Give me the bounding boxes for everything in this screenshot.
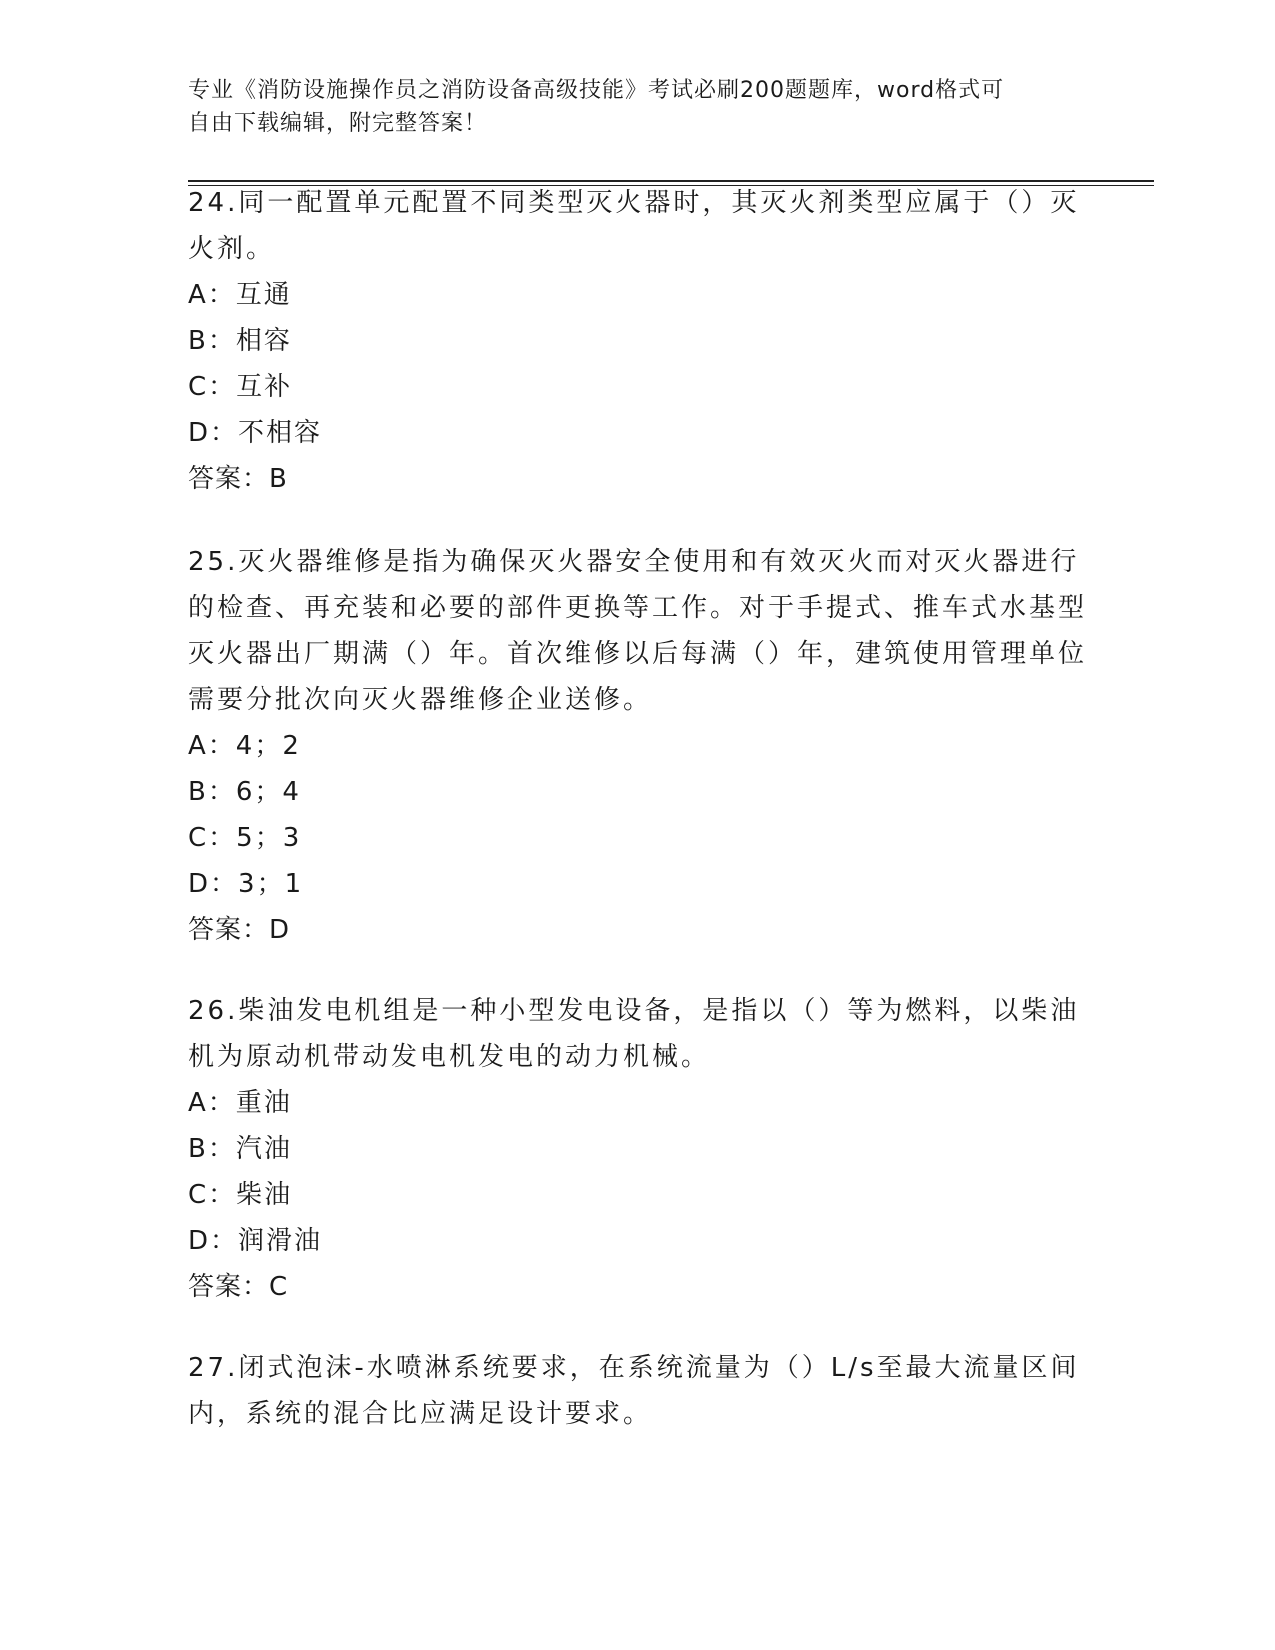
option-b: B：汽油 <box>188 1134 292 1164</box>
option-b: B：6；4 <box>188 777 301 807</box>
question-stem: 27.闭式泡沫-水喷淋系统要求，在系统流量为（）L/s至最大流量区间内，系统的混合比应满足设计要求。 <box>188 1353 1080 1429</box>
option-c: C：5；3 <box>188 823 302 853</box>
header-line-2: 自由下载编辑，附完整答案！ <box>188 111 488 136</box>
option-a: A：4；2 <box>188 731 301 761</box>
header-line-1: 专业《消防设施操作员之消防设备高级技能》考试必刷200题题库，word格式可 <box>188 78 1005 103</box>
answer-label: 答案：D <box>188 915 291 945</box>
option-c: C：柴油 <box>188 1180 293 1210</box>
option-a: A：重油 <box>188 1088 292 1118</box>
question-25 <box>188 539 1088 953</box>
question-stem: 26.柴油发电机组是一种小型发电设备，是指以（）等为燃料，以柴油机为原动机带动发电机发电的动力机械。 <box>188 996 1080 1072</box>
option-c: C：互补 <box>188 372 293 402</box>
document-header <box>188 74 1088 140</box>
option-d: D：润滑油 <box>188 1226 323 1256</box>
option-d: D：3；1 <box>188 869 304 899</box>
question-26 <box>188 988 1088 1310</box>
option-d: D：不相容 <box>188 418 323 448</box>
question-stem: 25.灭火器维修是指为确保灭火器安全使用和有效灭火而对灭火器进行的检查、再充装和必要的部件更换等工作。对于手提式、推车式水基型灭火器出厂期满（）年。首次维修以后每满（）年，建筑使用管理单位需要分批次向灭火器维修企业送修。 <box>188 547 1088 715</box>
answer-label: 答案：C <box>188 1272 289 1302</box>
question-stem: 24.同一配置单元配置不同类型灭火器时，其灭火剂类型应属于（）灭火剂。 <box>188 188 1080 264</box>
question-27 <box>188 1345 1088 1437</box>
answer-label: 答案：B <box>188 464 288 494</box>
question-24 <box>188 180 1088 502</box>
option-a: A：互通 <box>188 280 292 310</box>
option-b: B：相容 <box>188 326 292 356</box>
